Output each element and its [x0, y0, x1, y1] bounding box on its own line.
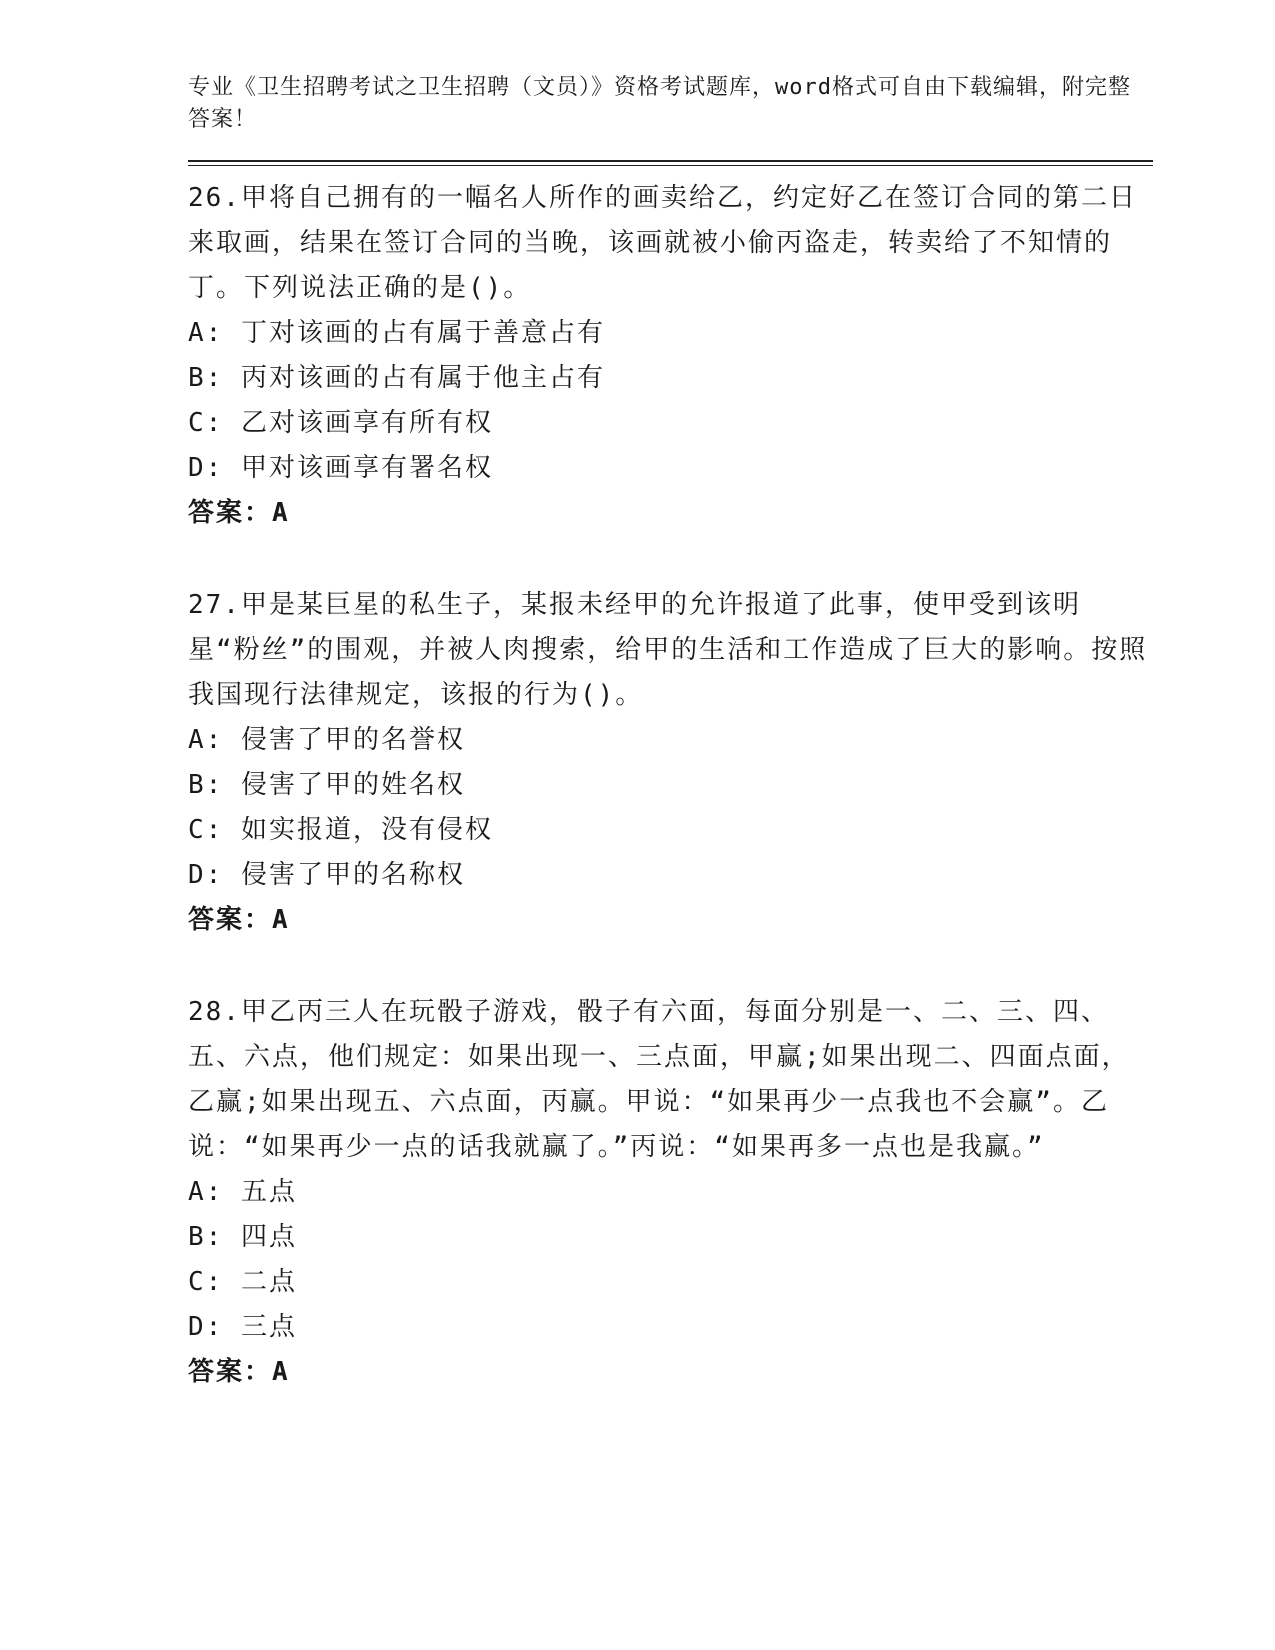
option-c: C: 如实报道，没有侵权 — [188, 815, 493, 845]
option-a: A: 丁对该画的占有属于善意占有 — [188, 318, 605, 348]
option-c: C: 二点 — [188, 1267, 297, 1297]
option-a: A: 五点 — [188, 1177, 297, 1207]
header-divider — [188, 160, 1153, 166]
answer-line: 答案：A — [188, 905, 290, 935]
option-a: A: 侵害了甲的名誉权 — [188, 725, 465, 755]
option-d: D: 三点 — [188, 1312, 297, 1342]
question-26 — [188, 176, 1153, 536]
document-header: 专业《卫生招聘考试之卫生招聘（文员）》资格考试题库，word格式可自由下载编辑，附完整答案！ — [188, 75, 1131, 132]
question-stem: 28.甲乙丙三人在玩骰子游戏，骰子有六面，每面分别是一、二、三、四、五、六点，他们规定：如果出现一、三点面，甲赢;如果出现二、四面点面，乙赢;如果出现五、六点面，丙赢。甲说：“如果再少一点我也不会赢”。乙说：“如果再少一点的话我就赢了。”丙说：“如果再多一点也是我赢。” — [188, 997, 1130, 1162]
option-d: D: 甲对该画享有署名权 — [188, 453, 493, 483]
answer-line: 答案：A — [188, 498, 290, 528]
option-d: D: 侵害了甲的名称权 — [188, 860, 465, 890]
option-b: B: 四点 — [188, 1222, 297, 1252]
question-28 — [188, 990, 1153, 1395]
option-c: C: 乙对该画享有所有权 — [188, 408, 493, 438]
option-b: B: 侵害了甲的姓名权 — [188, 770, 465, 800]
option-b: B: 丙对该画的占有属于他主占有 — [188, 363, 605, 393]
document-page — [188, 72, 1153, 1395]
question-stem: 27.甲是某巨星的私生子，某报未经甲的允许报道了此事，使甲受到该明星“粉丝”的围观，并被人肉搜索，给甲的生活和工作造成了巨大的影响。按照我国现行法律规定，该报的行为()。 — [188, 590, 1148, 710]
question-27 — [188, 583, 1153, 943]
question-stem: 26.甲将自己拥有的一幅名人所作的画卖给乙，约定好乙在签订合同的第二日来取画，结果在签订合同的当晚，该画就被小偷丙盗走，转卖给了不知情的丁。下列说法正确的是()。 — [188, 183, 1137, 303]
answer-line: 答案：A — [188, 1357, 290, 1387]
